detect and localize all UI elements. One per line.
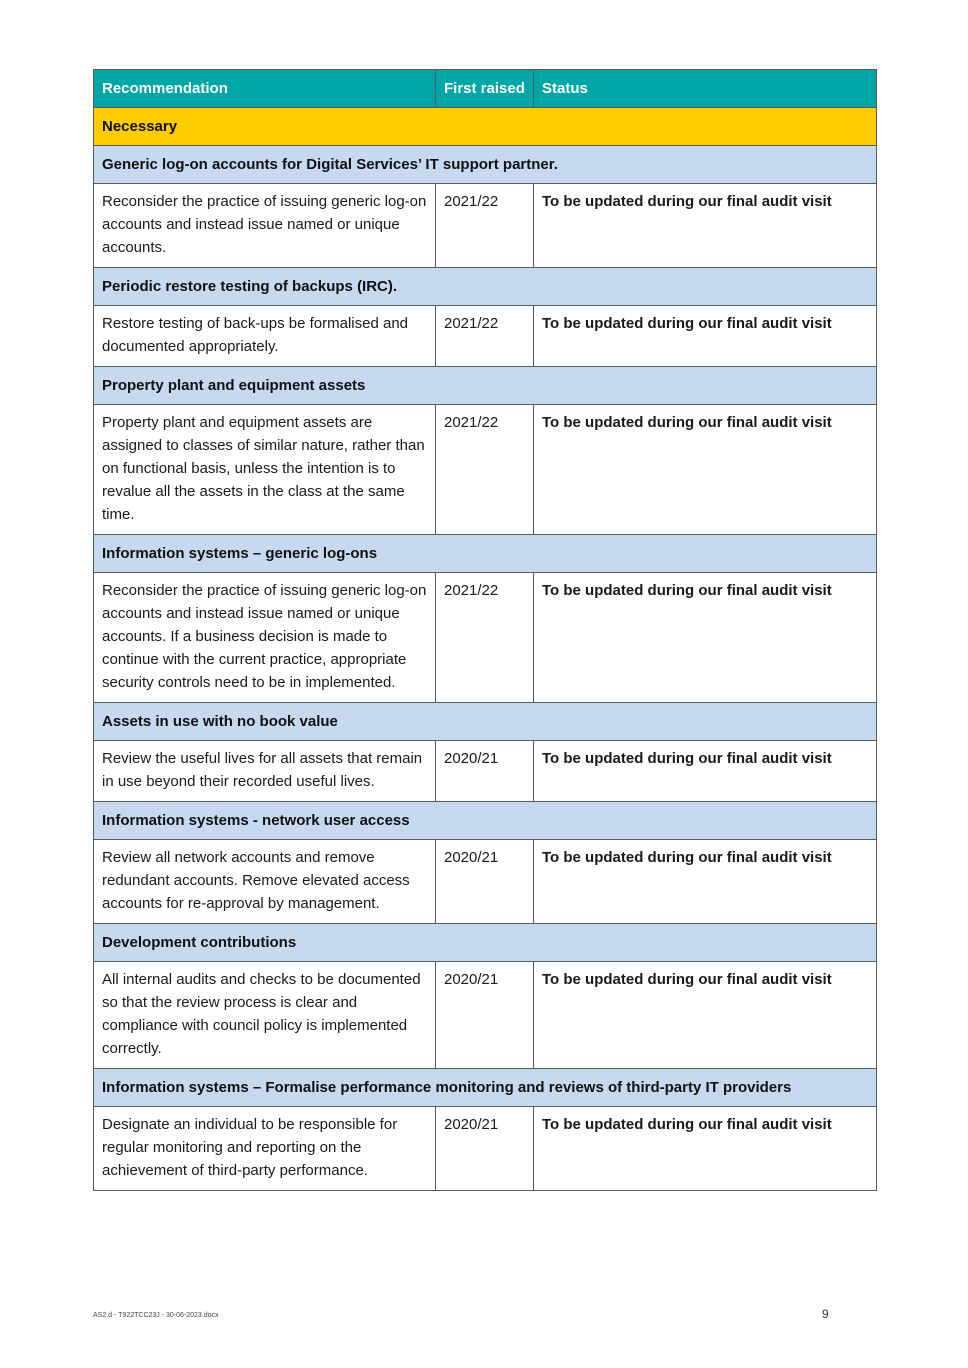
section-title: Assets in use with no book value xyxy=(94,703,877,741)
recommendation-cell: All internal audits and checks to be documented so that the review process is clear and compliance with council policy is implemented correctly. xyxy=(94,962,436,1069)
section-title: Development contributions xyxy=(94,924,877,962)
header-recommendation: Recommendation xyxy=(94,70,436,108)
status-cell: To be updated during our final audit visit xyxy=(534,840,877,924)
first-raised-cell: 2021/22 xyxy=(436,184,534,268)
header-first-raised: First raised xyxy=(436,70,534,108)
section-title-row xyxy=(94,703,877,741)
section-title-row xyxy=(94,367,877,405)
recommendation-cell: Review the useful lives for all assets that remain in use beyond their recorded useful lives. xyxy=(94,741,436,802)
status-cell: To be updated during our final audit visit xyxy=(534,962,877,1069)
section-title-row xyxy=(94,268,877,306)
status-cell: To be updated during our final audit visit xyxy=(534,741,877,802)
section-title: Information systems – generic log-ons xyxy=(94,535,877,573)
recommendations-table xyxy=(93,69,877,1191)
recommendation-cell: Reconsider the practice of issuing generic log-on accounts and instead issue named or unique accounts. If a business decision is made to continue with the current practice, appropriate security controls need to be in implemented. xyxy=(94,573,436,703)
category-row xyxy=(94,108,877,146)
status-cell: To be updated during our final audit visit xyxy=(534,1107,877,1191)
table-row xyxy=(94,405,877,535)
section-title: Property plant and equipment assets xyxy=(94,367,877,405)
category-label: Necessary xyxy=(94,108,877,146)
page-number: 9 xyxy=(822,1307,829,1321)
header-status: Status xyxy=(534,70,877,108)
section-title-row xyxy=(94,924,877,962)
status-cell: To be updated during our final audit visit xyxy=(534,573,877,703)
first-raised-cell: 2020/21 xyxy=(436,840,534,924)
table-row xyxy=(94,741,877,802)
recommendation-cell: Reconsider the practice of issuing generic log-on accounts and instead issue named or unique accounts. xyxy=(94,184,436,268)
first-raised-cell: 2021/22 xyxy=(436,405,534,535)
document-reference: AS2.d - T922TCC23J - 30-06-2023.docx xyxy=(93,1312,219,1319)
table-row xyxy=(94,1107,877,1191)
recommendation-cell: Restore testing of back-ups be formalised and documented appropriately. xyxy=(94,306,436,367)
recommendation-cell: Property plant and equipment assets are assigned to classes of similar nature, rather than on functional basis, unless the intention is to revalue all the assets in the class at the same time. xyxy=(94,405,436,535)
table-row xyxy=(94,962,877,1069)
table-row xyxy=(94,840,877,924)
recommendation-cell: Designate an individual to be responsible for regular monitoring and reporting on the achievement of third-party performance. xyxy=(94,1107,436,1191)
status-cell: To be updated during our final audit visit xyxy=(534,306,877,367)
table-row xyxy=(94,573,877,703)
first-raised-cell: 2021/22 xyxy=(436,573,534,703)
section-title: Information systems - network user access xyxy=(94,802,877,840)
section-title-row xyxy=(94,535,877,573)
table-row xyxy=(94,184,877,268)
section-title: Generic log-on accounts for Digital Services’ IT support partner. xyxy=(94,146,877,184)
status-cell: To be updated during our final audit visit xyxy=(534,184,877,268)
section-title-row xyxy=(94,802,877,840)
section-title: Information systems – Formalise performance monitoring and reviews of third-party IT providers xyxy=(94,1069,877,1107)
recommendation-cell: Review all network accounts and remove redundant accounts. Remove elevated access accounts for re-approval by management. xyxy=(94,840,436,924)
section-title-row xyxy=(94,1069,877,1107)
section-title-row xyxy=(94,146,877,184)
status-cell: To be updated during our final audit visit xyxy=(534,405,877,535)
first-raised-cell: 2020/21 xyxy=(436,741,534,802)
first-raised-cell: 2021/22 xyxy=(436,306,534,367)
first-raised-cell: 2020/21 xyxy=(436,1107,534,1191)
table-row xyxy=(94,306,877,367)
table-header-row xyxy=(94,70,877,108)
section-title: Periodic restore testing of backups (IRC). xyxy=(94,268,877,306)
first-raised-cell: 2020/21 xyxy=(436,962,534,1069)
